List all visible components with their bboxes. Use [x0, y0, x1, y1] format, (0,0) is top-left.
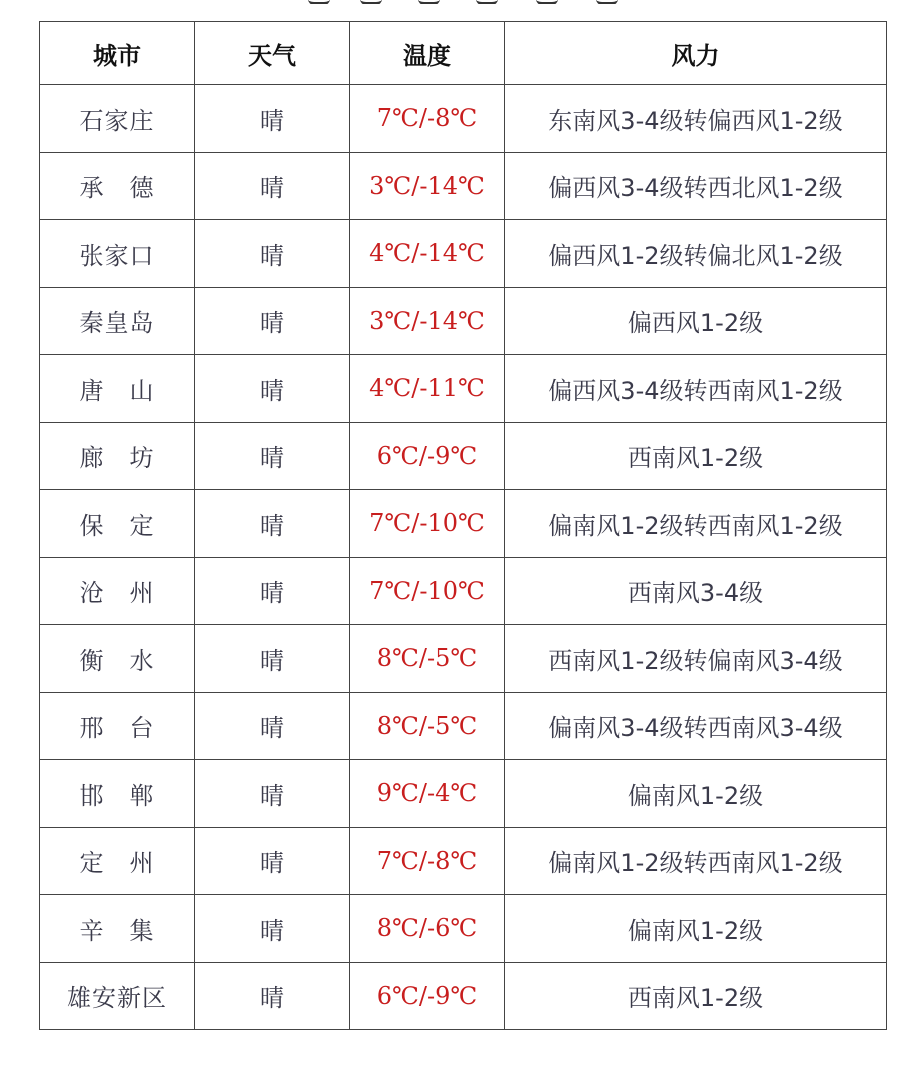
table-row — [40, 895, 887, 963]
temperature-cell: 9℃/-4℃ — [350, 760, 505, 828]
table-row — [40, 355, 887, 423]
weather-cell: 晴 — [195, 287, 350, 355]
temperature-cell: 7℃/-8℃ — [350, 85, 505, 153]
city-cell: 秦皇岛 — [40, 287, 195, 355]
city-cell: 承 德 — [40, 152, 195, 220]
city-cell: 石家庄 — [40, 85, 195, 153]
table-row — [40, 422, 887, 490]
wind-cell: 西南风1-2级 — [505, 422, 887, 490]
table-row — [40, 557, 887, 625]
table-row — [40, 692, 887, 760]
weather-cell: 晴 — [195, 895, 350, 963]
temperature-cell: 8℃/-5℃ — [350, 692, 505, 760]
wind-cell: 偏南风1-2级转西南风1-2级 — [505, 827, 887, 895]
cropped-title-remnant — [300, 0, 640, 4]
city-cell: 保 定 — [40, 490, 195, 558]
temperature-cell: 7℃/-10℃ — [350, 557, 505, 625]
weather-cell: 晴 — [195, 85, 350, 153]
weather-cell: 晴 — [195, 625, 350, 693]
city-cell: 邢 台 — [40, 692, 195, 760]
temperature-cell: 4℃/-11℃ — [350, 355, 505, 423]
table-row — [40, 287, 887, 355]
wind-cell: 偏西风3-4级转西北风1-2级 — [505, 152, 887, 220]
cropped-title-glyph — [476, 0, 498, 4]
cropped-title-glyph — [596, 0, 618, 4]
wind-cell: 偏南风3-4级转西南风3-4级 — [505, 692, 887, 760]
table-header-row — [40, 22, 887, 85]
wind-cell: 西南风1-2级转偏南风3-4级 — [505, 625, 887, 693]
table-row — [40, 490, 887, 558]
weather-cell: 晴 — [195, 827, 350, 895]
city-cell: 邯 郸 — [40, 760, 195, 828]
table-row — [40, 85, 887, 153]
cropped-title-glyph — [308, 0, 330, 4]
temperature-cell: 8℃/-5℃ — [350, 625, 505, 693]
wind-cell: 偏西风1-2级转偏北风1-2级 — [505, 220, 887, 288]
header-weather: 天气 — [195, 22, 350, 85]
table-row — [40, 760, 887, 828]
temperature-cell: 7℃/-8℃ — [350, 827, 505, 895]
city-cell: 定 州 — [40, 827, 195, 895]
weather-cell: 晴 — [195, 152, 350, 220]
wind-cell: 偏南风1-2级 — [505, 760, 887, 828]
table-row — [40, 827, 887, 895]
weather-cell: 晴 — [195, 760, 350, 828]
weather-cell: 晴 — [195, 490, 350, 558]
temperature-cell: 3℃/-14℃ — [350, 152, 505, 220]
weather-cell: 晴 — [195, 220, 350, 288]
table-row — [40, 962, 887, 1030]
table-row — [40, 220, 887, 288]
cropped-title-glyph — [418, 0, 440, 4]
temperature-cell: 6℃/-9℃ — [350, 962, 505, 1030]
weather-cell: 晴 — [195, 422, 350, 490]
weather-cell: 晴 — [195, 355, 350, 423]
table-body — [40, 85, 887, 1030]
temperature-cell: 6℃/-9℃ — [350, 422, 505, 490]
header-wind: 风力 — [505, 22, 887, 85]
table-row — [40, 625, 887, 693]
wind-cell: 偏南风1-2级转西南风1-2级 — [505, 490, 887, 558]
header-city: 城市 — [40, 22, 195, 85]
city-cell: 辛 集 — [40, 895, 195, 963]
wind-cell: 偏西风3-4级转西南风1-2级 — [505, 355, 887, 423]
cropped-title-glyph — [360, 0, 382, 4]
wind-cell: 东南风3-4级转偏西风1-2级 — [505, 85, 887, 153]
city-cell: 廊 坊 — [40, 422, 195, 490]
wind-cell: 西南风3-4级 — [505, 557, 887, 625]
temperature-cell: 8℃/-6℃ — [350, 895, 505, 963]
temperature-cell: 4℃/-14℃ — [350, 220, 505, 288]
city-cell: 衡 水 — [40, 625, 195, 693]
header-temperature: 温度 — [350, 22, 505, 85]
wind-cell: 偏西风1-2级 — [505, 287, 887, 355]
weather-cell: 晴 — [195, 692, 350, 760]
weather-table — [39, 21, 887, 1030]
city-cell: 沧 州 — [40, 557, 195, 625]
wind-cell: 偏南风1-2级 — [505, 895, 887, 963]
table-row — [40, 152, 887, 220]
weather-cell: 晴 — [195, 557, 350, 625]
temperature-cell: 7℃/-10℃ — [350, 490, 505, 558]
city-cell: 张家口 — [40, 220, 195, 288]
city-cell: 雄安新区 — [40, 962, 195, 1030]
wind-cell: 西南风1-2级 — [505, 962, 887, 1030]
cropped-title-glyph — [536, 0, 558, 4]
weather-cell: 晴 — [195, 962, 350, 1030]
city-cell: 唐 山 — [40, 355, 195, 423]
temperature-cell: 3℃/-14℃ — [350, 287, 505, 355]
